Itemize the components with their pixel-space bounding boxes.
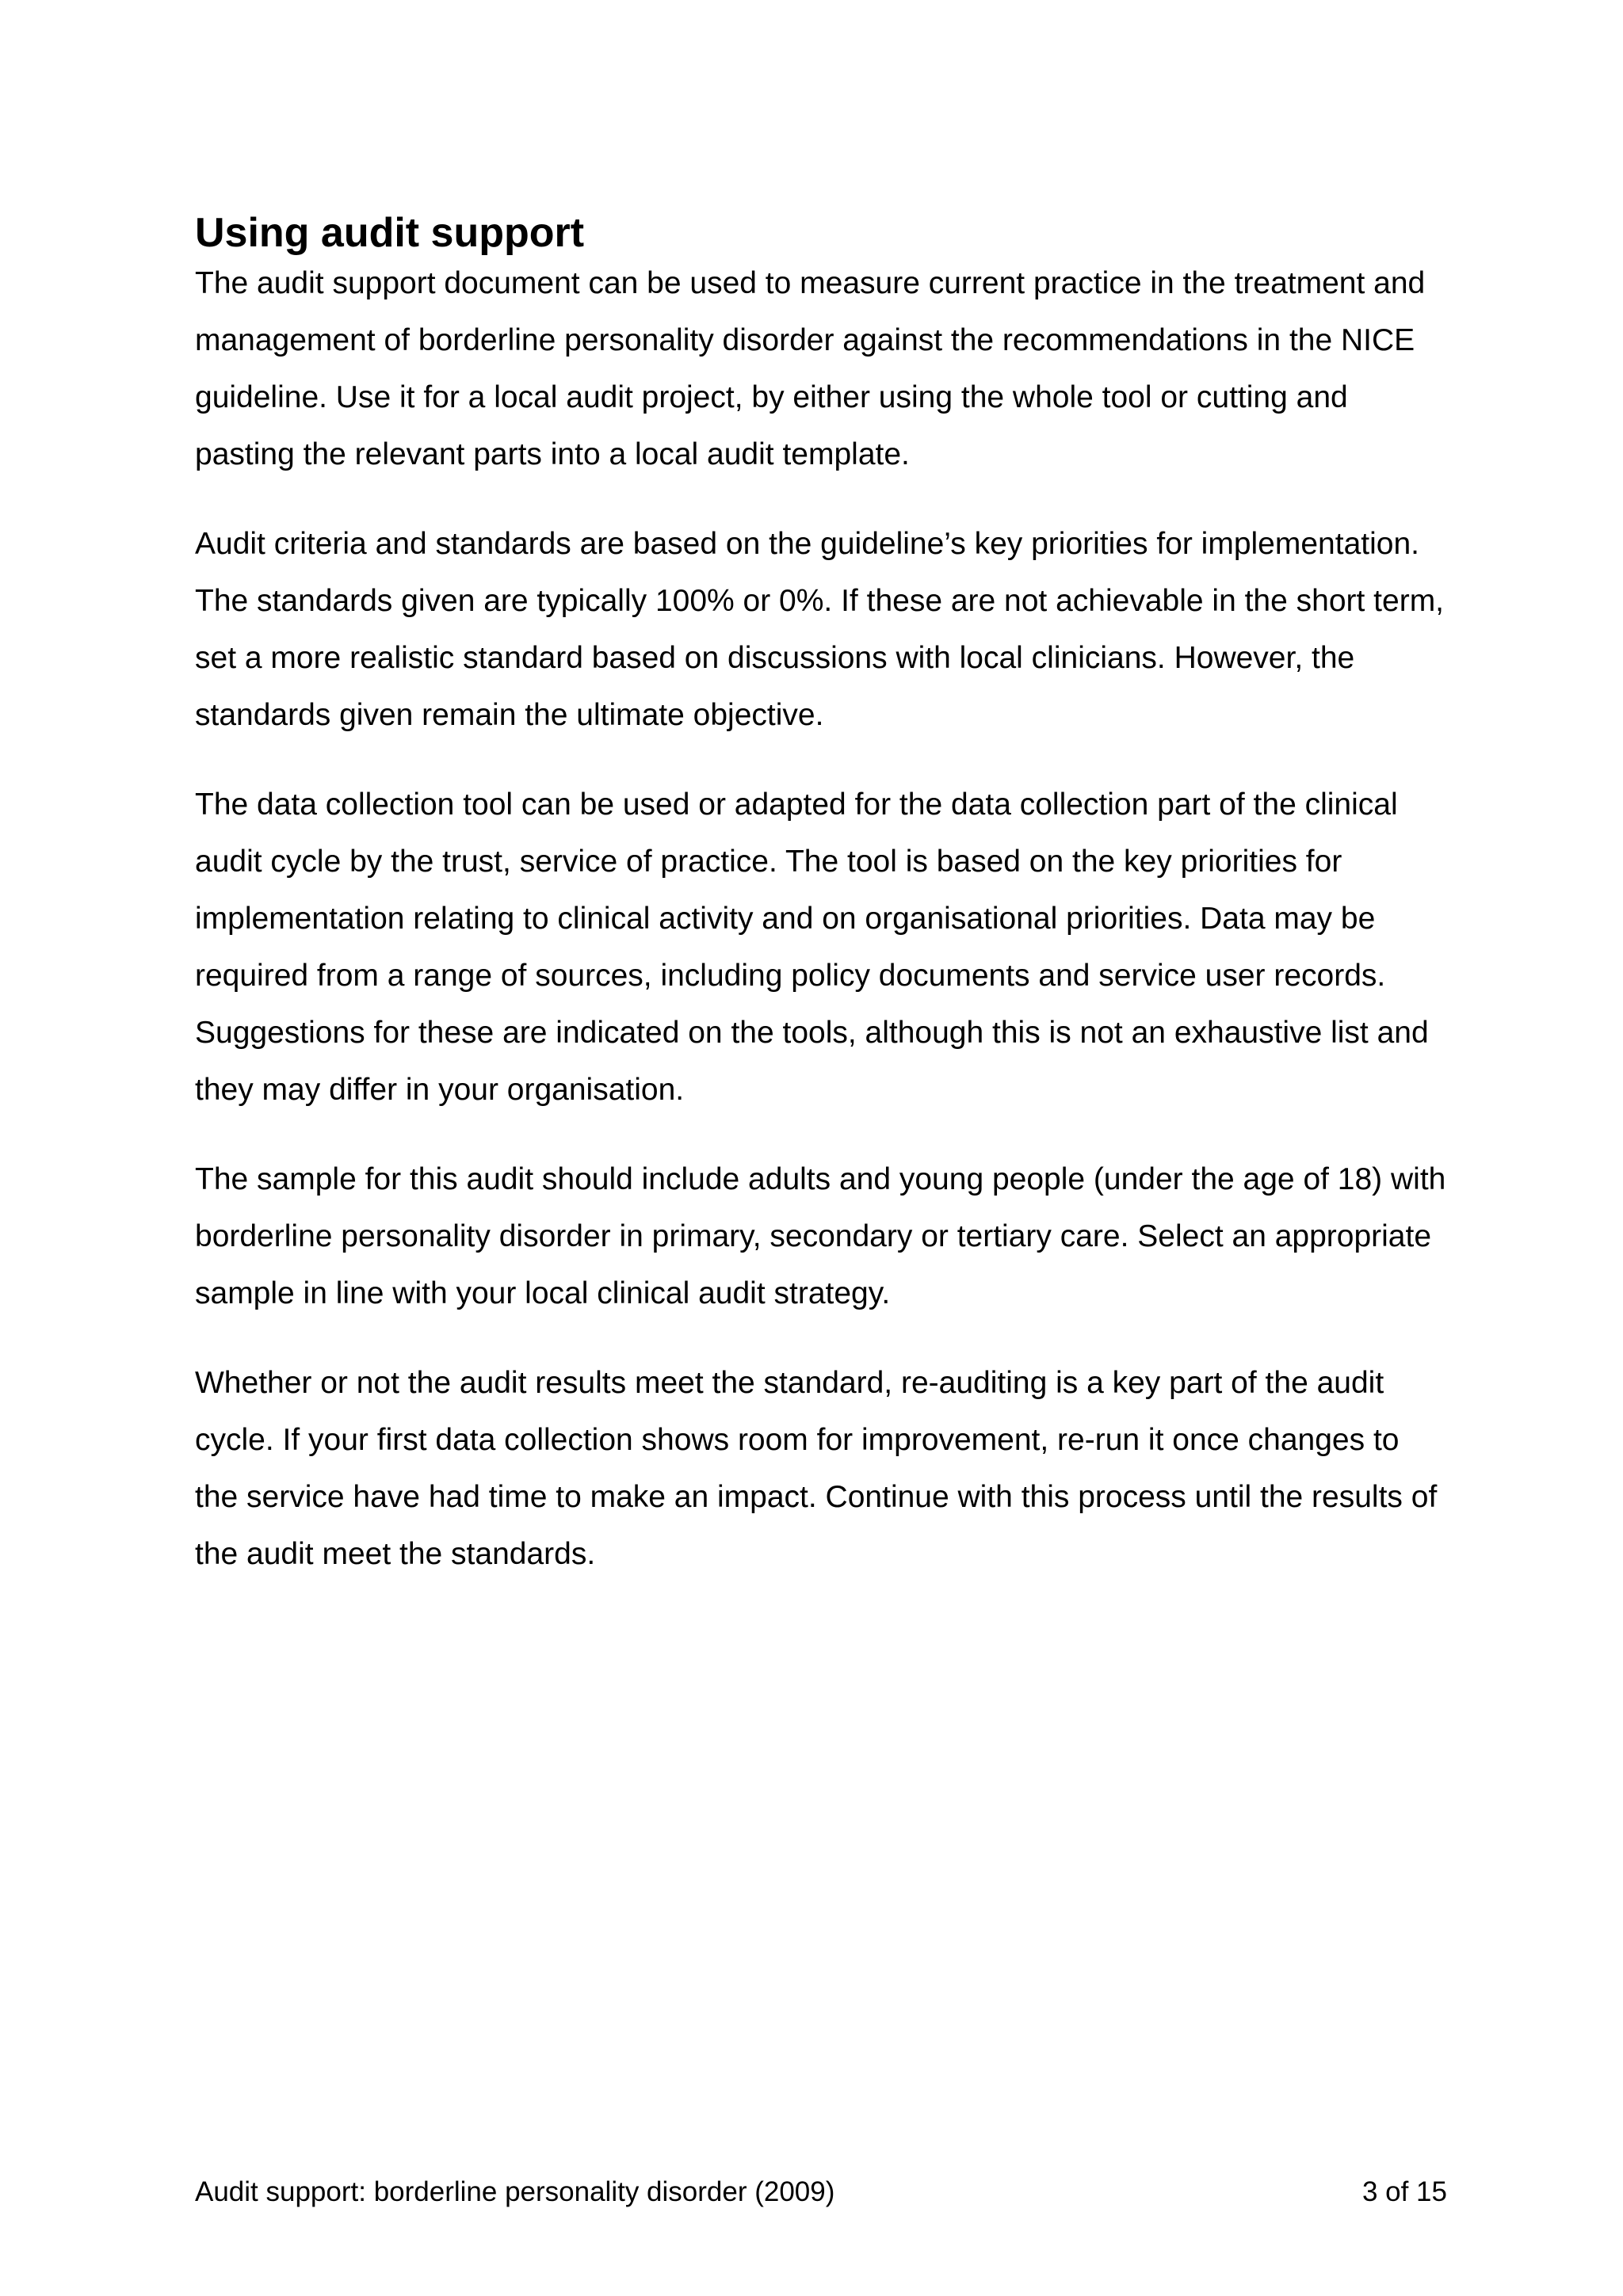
footer-document-title: Audit support: borderline personality disorder (2009): [195, 2176, 835, 2207]
paragraph-sample: The sample for this audit should include adults and young people (under the age of 18) with borderline personality disorder in primary, secondary or tertiary care. Select an appropriate sample in line with your local clinical audit strategy.: [195, 1162, 1446, 1310]
footer-page-number: 3 of 15: [1361, 2176, 1447, 2207]
page-heading: Using audit support: [195, 210, 585, 256]
page-footer: [195, 2172, 1447, 2212]
paragraph-criteria: Audit criteria and standards are based on the guideline’s key priorities for implementation. The standards given are typically 100% or 0%. If these are not achievable in the short term, set a more realistic standard based on discussions with local clinicians. However, the standards given remain the ultimate objective.: [195, 527, 1445, 732]
paragraph-intro: The audit support document can be used to measure current practice in the treatment and management of borderline personality disorder against the recommendations in the NICE guideline. Use it for a local audit project, by either using the whole tool or cutting and pasting the relevant parts into a local audit template.: [195, 266, 1426, 471]
page-content: [195, 208, 1447, 1615]
paragraph-re-auditing: Whether or not the audit results meet the standard, re-auditing is a key part of the audit cycle. If your first data collection shows room for improvement, re-run it once changes to the service have had time to make an impact. Continue with this process until the results of the audit meet the standards.: [195, 1366, 1438, 1571]
paragraph-data-collection: The data collection tool can be used or adapted for the data collection part of the clinical audit cycle by the trust, service of practice. The tool is based on the key priorities for implementation relating to clinical activity and on organisational priorities. Data may be required from a range of sources, including policy documents and service user records. Suggestions for these are indicated on the tools, although this is not an exhaustive list and they may differ in your organisation.: [195, 788, 1429, 1107]
